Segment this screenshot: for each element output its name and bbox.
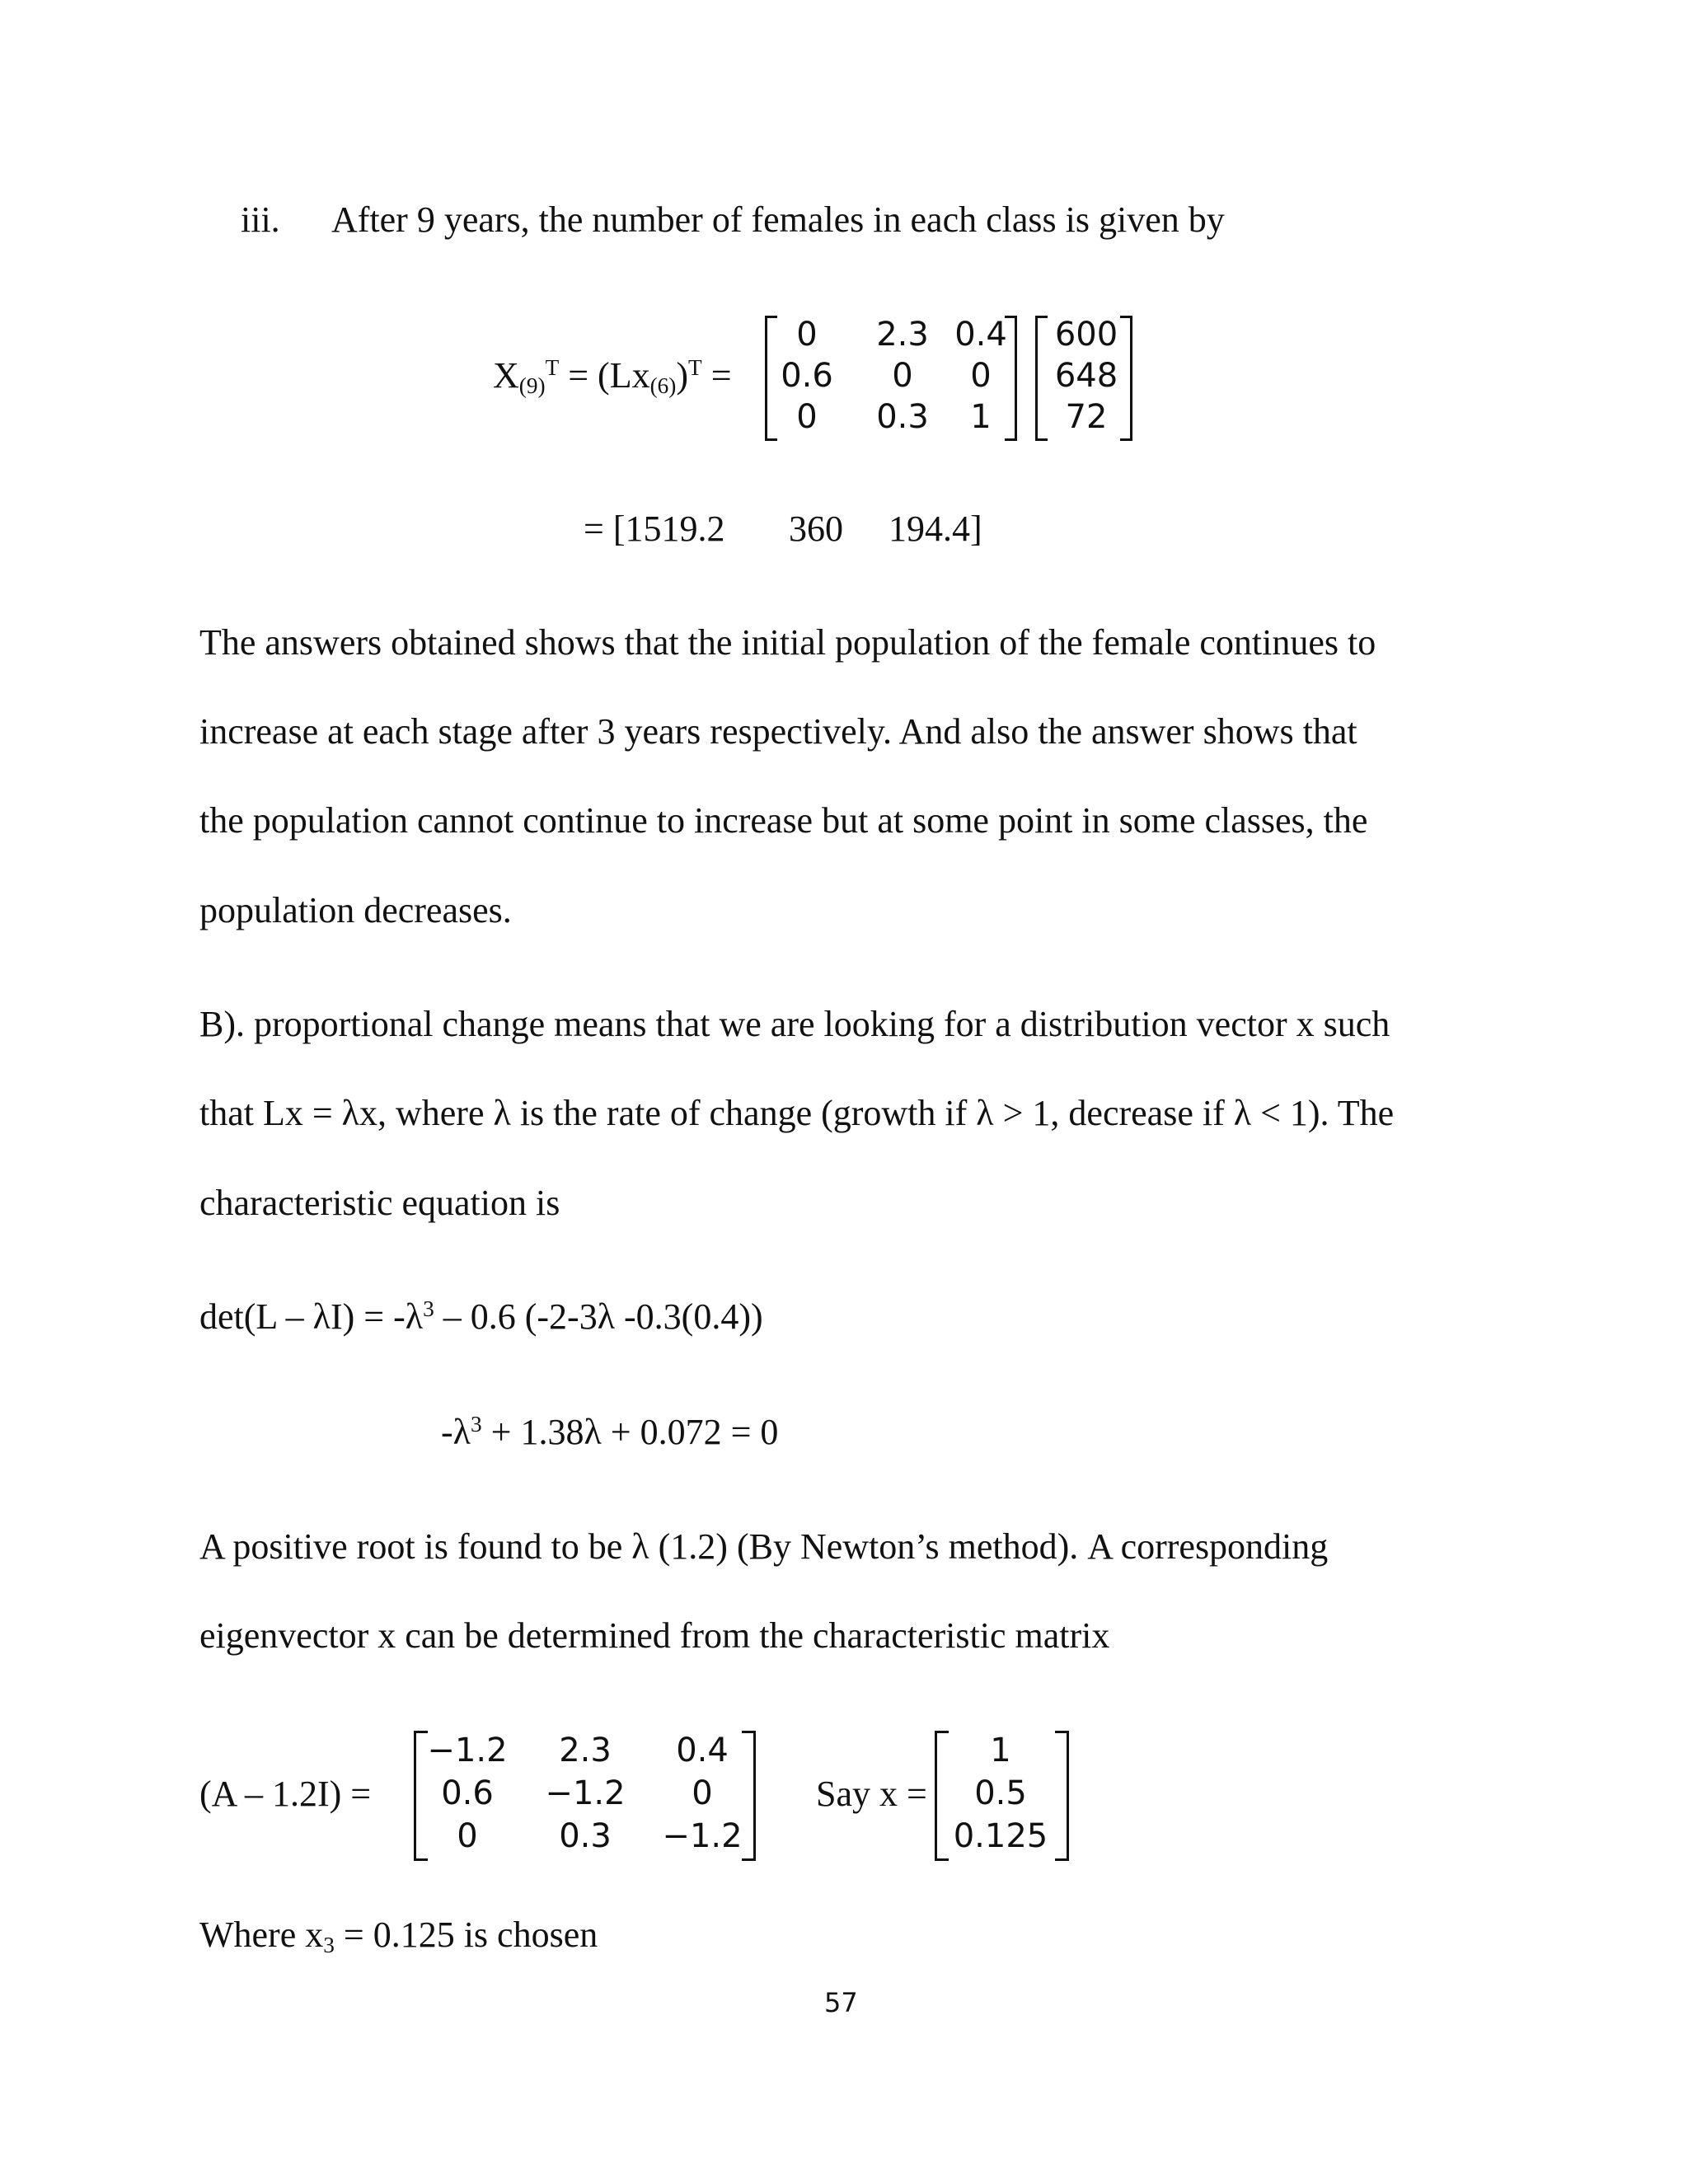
x6-vector-cell: 600: [1054, 316, 1118, 354]
det-equation: [199, 1296, 763, 1337]
char-matrix-cell: 0: [457, 1817, 478, 1855]
l-matrix-cell: 0.3: [876, 398, 929, 436]
char-matrix-cell: 0.4: [676, 1732, 729, 1769]
eq1-sup: T: [545, 355, 560, 380]
x-vector-cell: 0.5: [974, 1774, 1027, 1812]
say-x-label: Say x =: [816, 1774, 927, 1814]
item-text: After 9 years, the number of females in each class is given by: [331, 199, 1225, 240]
l-matrix-cell: 0: [892, 357, 913, 395]
char-matrix-cell: 0: [692, 1774, 713, 1812]
char-matrix-cell: −1.2: [662, 1817, 743, 1855]
para2-line: characteristic equation is: [199, 1183, 560, 1223]
l-matrix-left-bracket: [765, 316, 777, 441]
eq1-lhs: [493, 355, 732, 398]
para2-line: that Lx = λx, where λ is the rate of change (growth if λ > 1, decrease if λ < 1). The: [199, 1093, 1395, 1133]
cubic-left: -λ: [441, 1412, 471, 1452]
det-left: det(L – λI) = -λ: [199, 1296, 424, 1337]
where-left: Where x: [199, 1915, 324, 1955]
para1-line: population decreases.: [199, 890, 512, 930]
det-sup: 3: [423, 1296, 434, 1321]
x-vector-cell: 0.125: [953, 1817, 1048, 1855]
x6-vector-cell: 72: [1065, 398, 1108, 436]
where-sub: 3: [323, 1932, 335, 1957]
x6-vector-cell: 648: [1054, 357, 1118, 395]
eq1-mid: = (Lx: [559, 355, 650, 396]
eq1-result-second: 360: [789, 509, 843, 549]
char-matrix-cell: −1.2: [545, 1774, 626, 1812]
page-number: 57: [824, 1987, 858, 2018]
para1-line: The answers obtained shows that the initial population of the female continues to: [199, 622, 1376, 663]
para1-line: increase at each stage after 3 years respectively. And also the answer shows that: [199, 711, 1357, 752]
x-vector-cell: 1: [990, 1732, 1011, 1769]
para3-line: eigenvector x can be determined from the characteristic matrix: [199, 1615, 1110, 1656]
eq1-sub: (9): [518, 373, 546, 398]
l-matrix-cell: 0.4: [954, 316, 1007, 354]
char-matrix-cell: −1.2: [427, 1732, 508, 1769]
eq1-result-first: = [1519.2: [584, 509, 725, 549]
item-label: iii.: [241, 199, 280, 240]
where-line: [199, 1915, 598, 1957]
char-matrix-label: (A – 1.2I) =: [199, 1774, 372, 1814]
eq1-close: ): [676, 355, 689, 396]
eq1-x: X: [493, 355, 519, 396]
para1-line: the population cannot continue to increase but at some point in some classes, the: [199, 800, 1368, 841]
eq1-sub2: (6): [649, 373, 677, 398]
l-matrix-cell: 0: [796, 316, 818, 354]
cubic-right: + 1.38λ + 0.072 = 0: [481, 1412, 779, 1452]
char-matrix-cell: 2.3: [559, 1732, 612, 1769]
eq1-result-third: 194.4]: [889, 509, 982, 549]
l-matrix-cell: 0: [970, 357, 992, 395]
cubic-equation: [441, 1414, 778, 1451]
l-matrix-cell: 0: [796, 398, 818, 436]
l-matrix-cell: 1: [970, 398, 992, 436]
where-right: = 0.125 is chosen: [334, 1915, 598, 1955]
para3-line: A positive root is found to be λ (1.2) (By Newton’s method). A corresponding: [199, 1526, 1329, 1567]
eq1-sup2: T: [688, 355, 702, 380]
para2-line: B). proportional change means that we are looking for a distribution vector x such: [199, 1004, 1390, 1044]
char-matrix-cell: 0.6: [441, 1774, 494, 1812]
eq1-eq: =: [701, 355, 732, 396]
l-matrix-cell: 0.6: [781, 357, 833, 395]
cubic-sup: 3: [471, 1412, 482, 1436]
l-matrix-cell: 2.3: [876, 316, 929, 354]
det-right: – 0.6 (-2-3λ -0.3(0.4)): [434, 1296, 763, 1337]
char-matrix-cell: 0.3: [559, 1817, 612, 1855]
